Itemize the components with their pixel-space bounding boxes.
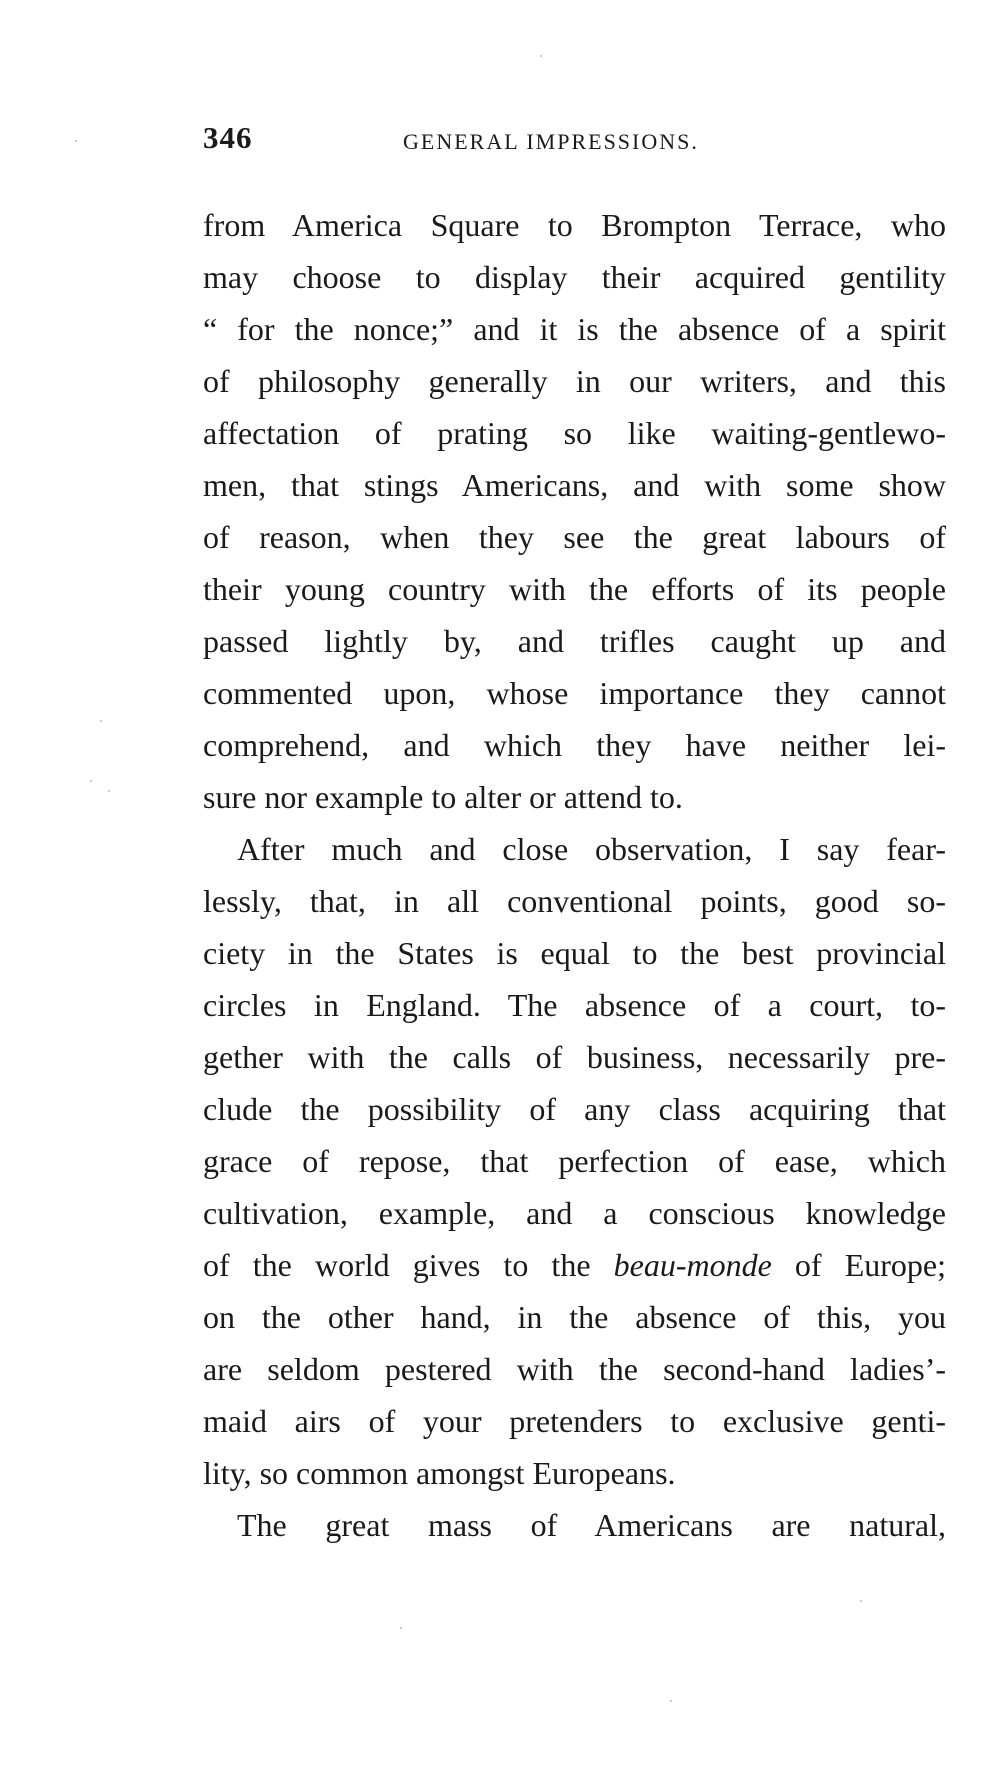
text-line: sure nor example to alter or attend to.: [203, 779, 683, 815]
text-line: maid airs of your pretenders to exclusive genti-: [203, 1403, 946, 1439]
text-line: “ for the nonce;” and it is the absence of a spirit: [203, 311, 946, 347]
text-line: lessly, that, in all conventional points, good so-: [203, 883, 946, 919]
paper-speck: [90, 780, 92, 782]
paper-speck: [400, 1627, 402, 1629]
text-line: clude the possibility of any class acquiring that: [203, 1091, 946, 1127]
text-line: passed lightly by, and trifles caught up and: [203, 623, 946, 659]
text-line: cultivation, example, and a conscious knowledge: [203, 1195, 946, 1231]
paper-speck: [75, 140, 77, 142]
text-line: on the other hand, in the absence of this, you: [203, 1299, 946, 1335]
text-fragment: of the world gives to the: [203, 1247, 614, 1283]
page-header: [203, 120, 946, 160]
paper-speck: [670, 1700, 672, 1702]
text-line: ciety in the States is equal to the best provincial: [203, 935, 946, 971]
paper-speck: [860, 1600, 862, 1602]
text-line: their young country with the efforts of its people: [203, 571, 946, 607]
text-line: grace of repose, that perfection of ease, which: [203, 1143, 946, 1179]
body-text: [203, 199, 946, 1551]
text-fragment: of Europe;: [771, 1247, 946, 1283]
text-line: of philosophy generally in our writers, and this: [203, 363, 946, 399]
text-line-with-italic: [203, 1239, 946, 1291]
text-line: After much and close observation, I say fear-: [237, 831, 946, 867]
running-head: GENERAL IMPRESSIONS.: [403, 129, 699, 154]
italic-phrase: beau-monde: [613, 1247, 772, 1283]
paper-speck: [100, 720, 102, 722]
page-number: 346: [203, 120, 253, 155]
text-line: commented upon, whose importance they cannot: [203, 675, 946, 711]
text-line: are seldom pestered with the second-hand ladies’-: [203, 1351, 946, 1387]
text-line: gether with the calls of business, necessarily pre-: [203, 1039, 946, 1075]
text-line: The great mass of Americans are natural,: [237, 1507, 946, 1543]
text-line: of reason, when they see the great labours of: [203, 519, 946, 555]
text-line: lity, so common amongst Europeans.: [203, 1455, 676, 1491]
text-line: may choose to display their acquired gentility: [203, 259, 946, 295]
paper-speck: [540, 55, 542, 57]
text-line: men, that stings Americans, and with some show: [203, 467, 946, 503]
text-line: affectation of prating so like waiting-gentlewo-: [203, 415, 946, 451]
paper-speck: [108, 790, 110, 792]
text-line: comprehend, and which they have neither lei-: [203, 727, 946, 763]
text-line: circles in England. The absence of a court, to-: [203, 987, 946, 1023]
text-line: from America Square to Brompton Terrace, who: [203, 207, 946, 243]
